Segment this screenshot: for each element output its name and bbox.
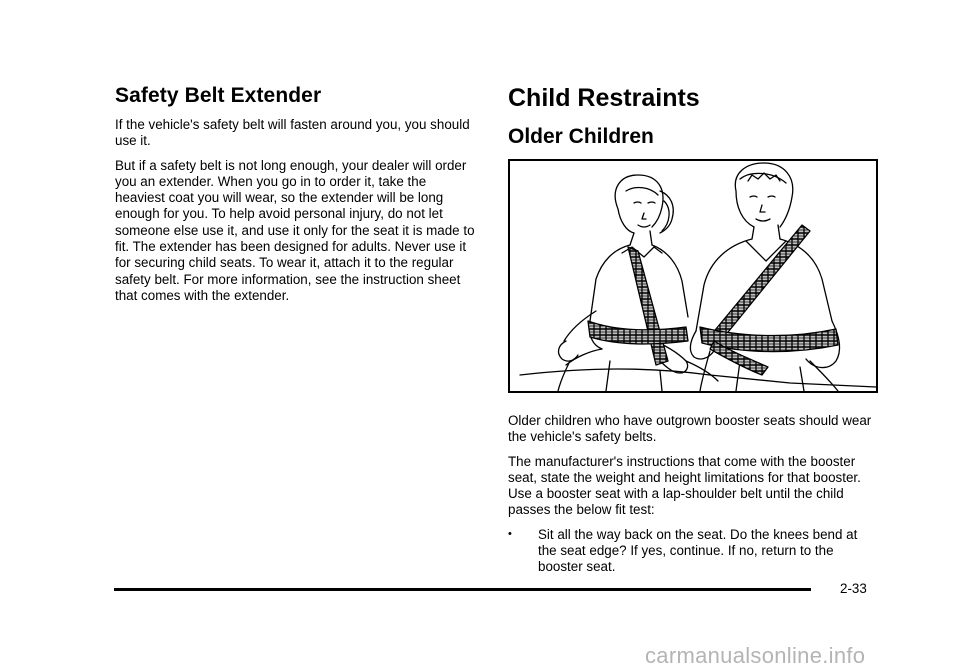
left-column	[115, 84, 477, 312]
fit-test-list	[508, 527, 878, 576]
child-restraints-title: Child Restraints	[508, 84, 700, 112]
illustration-drawing	[510, 161, 876, 391]
footer-rule	[114, 588, 811, 591]
page-number: 2-33	[840, 581, 867, 596]
list-item	[508, 527, 878, 576]
extender-paragraph-2: But if a safety belt is not long enough, your dealer will order you an extender. When you go in to order it, take the heaviest coat you will wear, so the extender will be long enough for you. To help avoid personal injury, do not let someone else use it, and use it only for the seat it is made to fit. The extender has been designed for adults. Never use it for securing child seats. To wear it, attach it to the regular safety belt. For more information, see the instruction sheet that comes with the extender.	[115, 157, 475, 303]
children-seatbelt-illustration	[508, 159, 878, 393]
list-item-text: Sit all the way back on the seat. Do the knees bend at the seat edge? If yes, continue. If no, return to the booster seat.	[538, 526, 858, 575]
child-restraints-paragraph-2: The manufacturer's instructions that come with the booster seat, state the weight and height limitations for that booster. Use a booster seat with a lap-shoulder belt until the child passes the below fit test:	[508, 453, 861, 518]
older-children-heading: Older Children	[508, 125, 654, 148]
watermark: carmanualsonline.info	[645, 643, 866, 668]
bullet-icon: •	[508, 527, 512, 540]
safety-belt-extender-heading: Safety Belt Extender	[115, 84, 322, 107]
child-restraints-paragraph-1: Older children who have outgrown booster seats should wear the vehicle's safety belts.	[508, 413, 872, 445]
right-column	[508, 84, 878, 576]
extender-paragraph-1: If the vehicle's safety belt will fasten around you, you should use it.	[115, 117, 470, 149]
